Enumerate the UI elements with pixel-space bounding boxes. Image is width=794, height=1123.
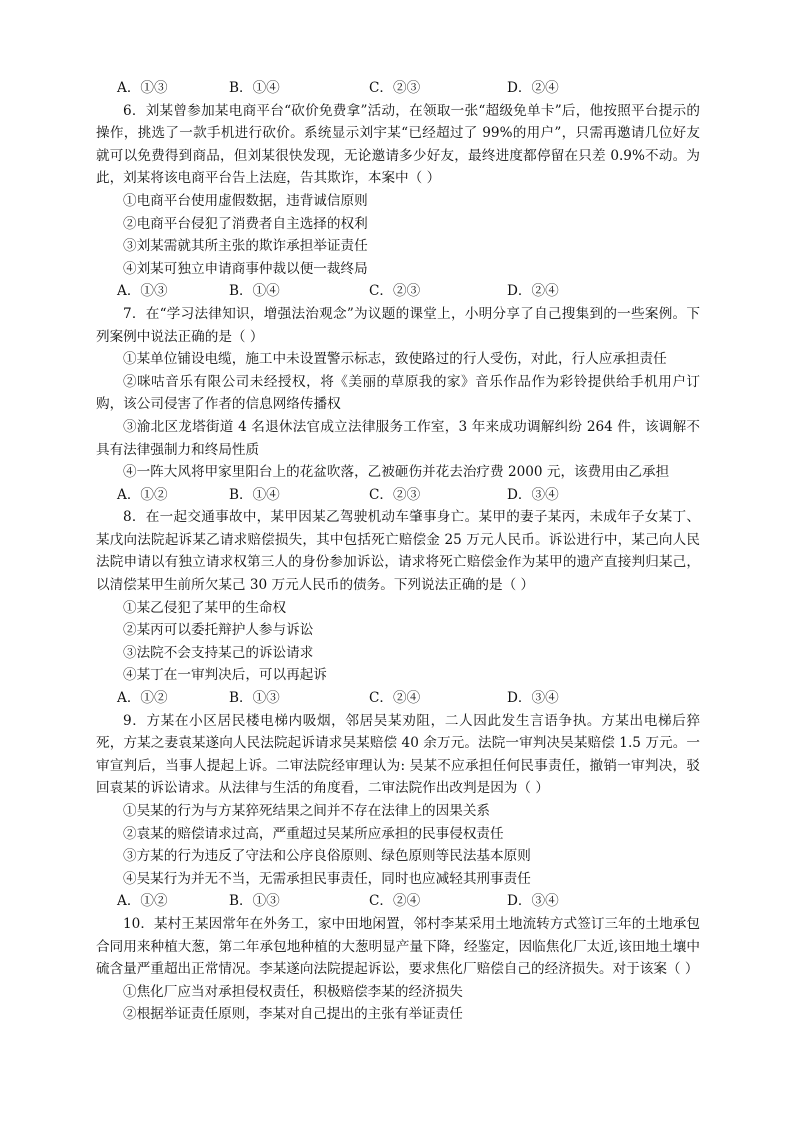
- question-10-statement-2: ②根据举证责任原则，李某对自己提出的主张有举证责任: [123, 1006, 463, 1023]
- option-a[interactable]: A．①②: [117, 893, 168, 910]
- question-6-statement-2: ②电商平台侵犯了消费者自主选择的权利: [123, 215, 368, 232]
- question-8-statement-4: ④某丁在一审判决后，可以再起诉: [123, 667, 327, 684]
- option-b[interactable]: B．①④: [229, 486, 280, 503]
- option-d[interactable]: D．③④: [507, 690, 559, 707]
- question-7-statement-3: ③渝北区龙塔街道 4 名退休法官成立法律服务工作室，3 年来成功调解纠纷 264 件，该调解不具有法律强制力和终局性质: [96, 418, 700, 458]
- question-7-statement-2: ②咪咕音乐有限公司未经授权，将《美丽的草原我的家》音乐作品作为彩铃提供给手机用户订购，该公司侵害了作者的信息网络传播权: [96, 373, 700, 413]
- question-7-options: [96, 484, 700, 507]
- question-7-statement-1: ①某单位铺设电缆，施工中未设置警示标志，致使路过的行人受伤，对此，行人应承担责任: [123, 351, 667, 368]
- question-9-statement-1: ①吴某的行为与方某猝死结果之间并不存在法律上的因果关系: [123, 803, 491, 819]
- question-10-stem: 10．某村王某因常年在外务工，家中田地闲置，邻村李某采用土地流转方式签订三年的土地承包合同用来种植大葱，第二年承包地种植的大葱明显产量下降，经鉴定，因临焦化厂太近,该田地土壤中硫含量严重超出正常情况。李某遂向法院提起诉讼，要求焦化厂赔偿自己的经济损失。对于该案（ ）: [96, 915, 700, 978]
- question-9-statement-4: ④吴某行为并无不当，无需承担民事责任，同时也应减轻其刑事责任: [123, 870, 531, 887]
- option-b[interactable]: B．①④: [229, 80, 280, 96]
- question-8-statement-3: ③法院不会支持某己的诉讼请求: [123, 644, 314, 661]
- option-d[interactable]: D．②④: [507, 80, 559, 96]
- option-d[interactable]: D．③④: [507, 486, 559, 503]
- option-c[interactable]: C．②④: [369, 690, 421, 707]
- page-content: [96, 77, 700, 1026]
- question-8-statement-1: ①某乙侵犯了某甲的生命权: [123, 599, 287, 616]
- option-c[interactable]: C．②③: [369, 283, 421, 300]
- question-6-options: [96, 280, 700, 303]
- question-9-statement-2: ②袁某的赔偿请求过高，严重超过吴某所应承担的民事侵权责任: [123, 825, 504, 842]
- option-c[interactable]: C．②④: [369, 893, 421, 910]
- question-6-statement-1: ①电商平台使用虚假数据，违背诚信原则: [123, 192, 368, 209]
- option-a[interactable]: A．①③: [117, 80, 168, 96]
- question-9-options: [96, 890, 700, 913]
- question-8-stem: 8．在一起交通事故中，某甲因某乙驾驶机动车肇事身亡。某甲的妻子某丙，未成年子女某丁、某戊向法院起诉某乙请求赔偿损失，其中包括死亡赔偿金 25 万元人民币。诉讼进行中，某己向人民法院申请以有独立请求权第三人的身份参加诉讼，请求将死亡赔偿金作为某甲的遗产直接判归某己，以清偿某甲生前所欠某己 30 万元人民币的债务。下列说法正确的是（ ）: [96, 509, 700, 594]
- option-d[interactable]: D．③④: [507, 893, 559, 910]
- question-9-statement-3: ③方某的行为违反了守法和公序良俗原则、绿色原则等民法基本原则: [123, 848, 531, 865]
- option-a[interactable]: A．①②: [117, 690, 168, 707]
- question-6-statement-3: ③刘某需就其所主张的欺诈承担举证责任: [123, 238, 368, 255]
- option-c[interactable]: C．②③: [369, 80, 421, 96]
- option-b[interactable]: B．①④: [229, 283, 280, 300]
- question-8-options: [96, 687, 700, 710]
- question-9-stem: 9．方某在小区居民楼电梯内吸烟，邻居吴某劝阻，二人因此发生言语争执。方某出电梯后猝死，方某之妻袁某遂向人民法院起诉请求吴某赔偿 40 余万元。法院一审判决吴某赔偿 1.5 万元。一审宣判后，当事人提起上诉。二审法院经审理认为: 吴某不应承担任何民事责任，撤销一审判决，驳回袁某的诉讼请求。从法律与生活的角度看，二审法院作出改判是因为（ ）: [96, 712, 700, 797]
- question-7-statement-4: ④一阵大风将甲家里阳台上的花盆吹落，乙被砸伤并花去治疗费 2000 元，该费用由乙承担: [123, 464, 670, 481]
- question-8-statement-2: ②某丙可以委托辩护人参与诉讼: [123, 622, 314, 639]
- option-b[interactable]: B．①③: [229, 893, 280, 910]
- question-6-statement-4: ④刘某可独立申请商事仲裁以便一裁终局: [123, 260, 368, 277]
- option-b[interactable]: B．①③: [229, 690, 280, 707]
- option-d[interactable]: D．②④: [507, 283, 559, 300]
- prev-question-options: [96, 77, 700, 100]
- question-6-stem: 6．刘某曾参加某电商平台“砍价免费拿”活动，在领取一张“超级免单卡”后，他按照平台提示的操作，挑选了一款手机进行砍价。系统显示刘宇某“已经超过了 99%的用户”，只需再邀请几位好友就可以免费得到商品，但刘某很快发现，无论邀请多少好友，最终进度都停留在只差 0.9%不动。为此，刘某将该电商平台告上法庭，告其欺诈，本案中（ ）: [96, 102, 700, 187]
- question-7-stem: 7．在“学习法律知识，增强法治观念”为议题的课堂上，小明分享了自己搜集到的一些案例。下列案例中说法正确的是（ ）: [96, 305, 700, 345]
- option-a[interactable]: A．①③: [117, 283, 168, 300]
- option-c[interactable]: C．②③: [369, 486, 421, 503]
- option-a[interactable]: A．①②: [117, 486, 168, 503]
- question-10-statement-1: ①焦化厂应当对承担侵权责任，积极赔偿李某的经济损失: [123, 983, 463, 1000]
